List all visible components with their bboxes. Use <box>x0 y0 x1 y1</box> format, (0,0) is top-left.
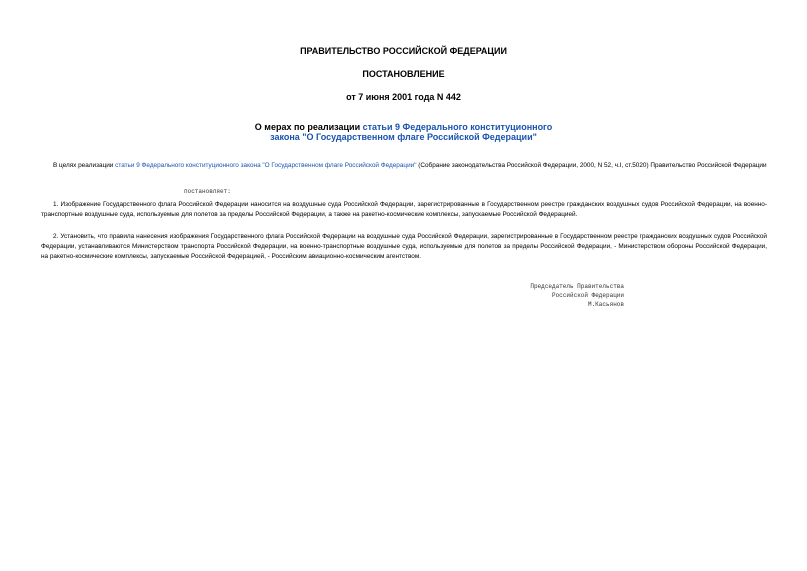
document-date: от 7 июня 2001 года N 442 <box>346 92 461 102</box>
intro-text-end: (Собрание законодательства Российской Федерации, 2000, N 52, ч.I, ст.5020) Правительство Российской Федерации <box>416 162 767 169</box>
intro-text-start: В целях реализации <box>53 162 116 169</box>
document-type-heading: ПОСТАНОВЛЕНИЕ <box>362 69 445 79</box>
title-law-link-part-2[interactable]: закона "О Государственном флаге Российской Федерации" <box>270 132 537 142</box>
decree-word: постановляет: <box>184 188 231 195</box>
document-title-line-2 <box>0 132 807 143</box>
intro-paragraph <box>41 161 767 171</box>
title-plain-text: О мерах по реализации <box>254 122 363 132</box>
organization-heading: ПРАВИТЕЛЬСТВО РОССИЙСКОЙ ФЕДЕРАЦИИ <box>300 46 507 56</box>
title-law-link-part-1[interactable]: статьи 9 Федерального конституционного <box>362 122 553 132</box>
signature-name: М.Касьянов <box>587 301 624 308</box>
signature-position: Председатель Правительства <box>530 283 624 290</box>
paragraph-2: 2. Установить, что правила нанесения изображения Государственного флага Российской Федерации на воздушные суда Российской Федерации, зарегистрированные в Государственном реестре гражданских воздушных судов Российской Федерации, устанавливаются Министерством транспорта Российской Федерации, на военно-транспортные воздушные суда, используемые для полетов за пределы Российской Федерации, - Министерством обороны Российской Федерации, на ракетно-космические комплексы, запускаемые Российской Федерацией, - Российским авиационно-космическим агентством. <box>41 233 767 260</box>
intro-law-link[interactable]: статьи 9 Федерального конституционного закона "О Государственном флаге Российской Федерации" <box>115 162 417 169</box>
signature-organization: Российской Федерации <box>551 292 624 299</box>
paragraph-1: 1. Изображение Государственного флага Российской Федерации наносится на воздушные суда Российской Федерации, зарегистрированные в Государственном реестре гражданских воздушных судов Российской Федерации, на военно-транспортные воздушные суда, используемые для полетов за пределы Российской Федерации, а также на ракетно-космические комплексы, запускаемые Российской Федерацией. <box>41 201 767 218</box>
